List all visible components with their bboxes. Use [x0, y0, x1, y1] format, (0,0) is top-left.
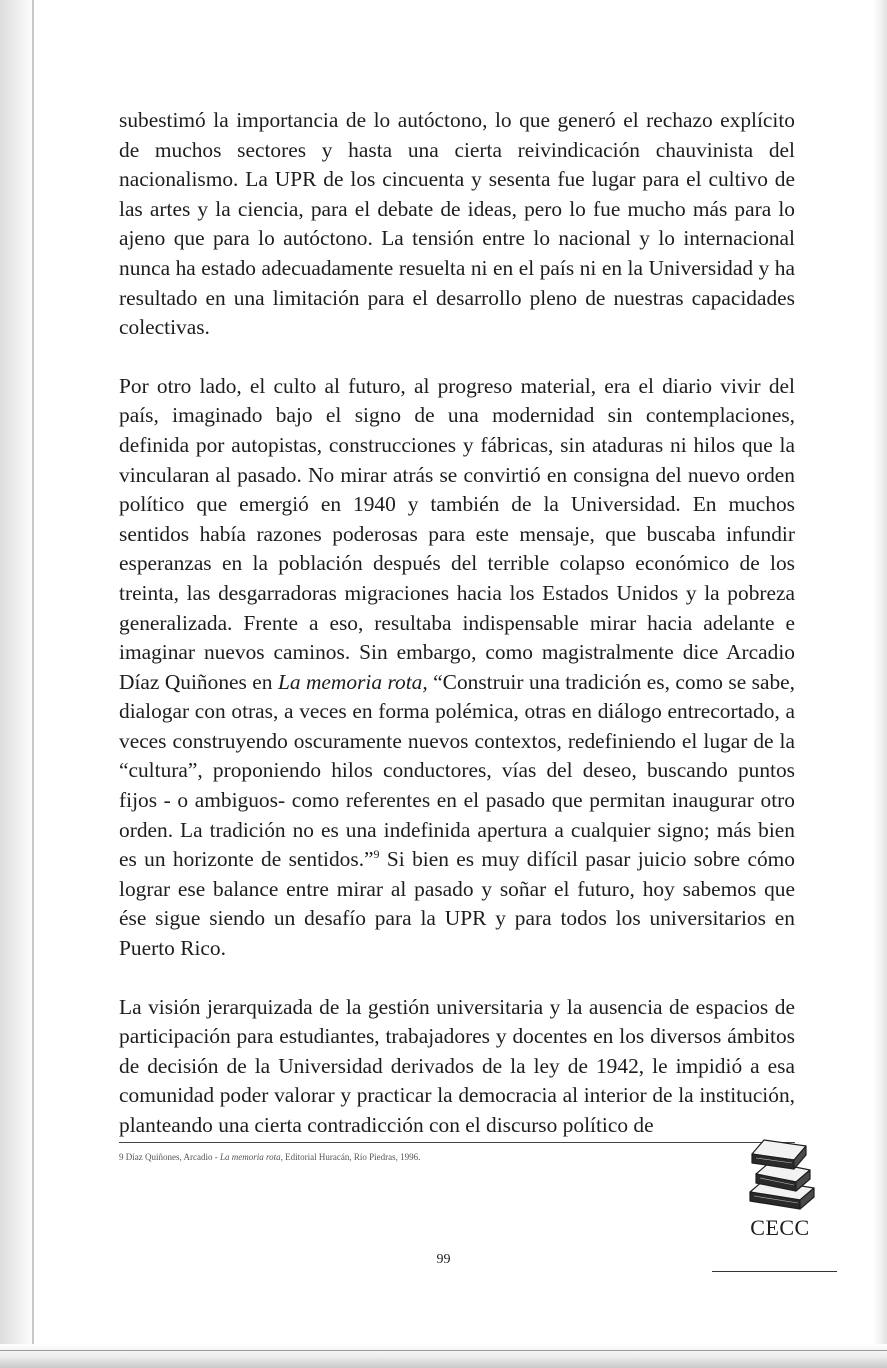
quotation: “Construir una tradición es, como se sabe, dialogar con otras, a veces en forma polémica, otras en diálogo entrecortado, a veces construyendo oscuramente nuevos contextos, redefiniendo el lugar de la “cultura”, proponiendo hilos conductores, vías del deseo, buscando puntos fijos - o ambiguos- como referentes en el pasado que permitan inaugurar otro orden. La tradición no es una indefinida apertura a cualquier signo; más bien es un horizonte de sentidos.” — [119, 669, 796, 872]
paragraph-2-closing: Si bien es muy difícil pasar juicio sobre cómo lograr ese balance entre mirar al pasado y soñar el futuro, hoy sabemos que ése sigue siendo un desafío para la UPR y para todos los universitarios en Puerto Rico. — [119, 847, 795, 961]
paragraph-2-intro: Por otro lado, el culto al futuro, al progreso material, era el diario vivir del país, imaginado bajo el signo de una modernidad sin contemplaciones, definida por autopistas, construcciones y fábricas, sin ataduras ni hilos que la vincularan al pasado. No mirar atrás se convirtió en consigna del nuevo orden político que emergió en 1940 y también de la Universidad. En muchos sentidos había razones poderosas para este mensaje, que buscaba infundir esperanzas en la población después del terrible colapso económico de los treinta, las desgarradoras migraciones hacia los Estados Unidos y la pobreza generalizada. Frente a eso, resultaba indispensable mirar hacia adelante e imaginar nuevos caminos. Sin embargo, como magistralmente dice Arcadio Díaz Quiñones en — [119, 373, 795, 694]
scan-shadow-bottom — [0, 1344, 887, 1368]
paragraph-1: subestimó la importancia de lo autóctono, lo que generó el rechazo explícito de muchos sectores y hasta una cierta reivindicación chauvinista del nacionalismo. La UPR de los cincuenta y sesenta fue lugar para el cultivo de las artes y la ciencia, para el debate de ideas, pero lo fue mucho más para lo ajeno que para lo autóctono. La tensión entre lo nacional y lo internacional nunca ha estado adecuadamente resuelta ni en el país ni en la Universidad y ha resultado en una limitación para el desarrollo pleno de nuestras capacidades colectivas. — [119, 108, 795, 340]
page-number: 99 — [436, 1252, 451, 1267]
scan-shadow-right — [873, 0, 887, 1368]
paragraph-2 — [119, 372, 795, 964]
cecc-logo — [740, 1130, 820, 1245]
scan-shadow-left — [0, 0, 34, 1368]
book-title: La memoria rota, — [277, 669, 428, 694]
footnote-author: Díaz Quiñones, Arcadio - — [125, 1152, 220, 1162]
paragraph-3: La visión jerarquizada de la gestión universitaria y la ausencia de espacios de participación para estudiantes, trabajadores y docentes en los diversos ámbitos de decisión de la Universidad derivados de la ley de 1942, le impidió a esa comunidad poder valorar y practicar la democracia al interior de la institución, planteando una cierta contradicción con el discurso político de — [119, 994, 795, 1137]
footnote-number: 9 — [119, 1152, 124, 1162]
footnote-reference[interactable]: 9 — [373, 847, 380, 862]
footnote-divider — [119, 1142, 795, 1143]
logo-underline — [712, 1271, 837, 1272]
footnote-title: La memoria rota — [219, 1152, 281, 1162]
footnote — [119, 1151, 795, 1163]
stacked-books-icon — [740, 1130, 820, 1220]
cecc-logo-text: CECC — [750, 1215, 810, 1240]
footnote-publication: , Editorial Huracán, Río Piedras, 1996. — [280, 1152, 421, 1162]
body-text — [119, 106, 795, 1141]
